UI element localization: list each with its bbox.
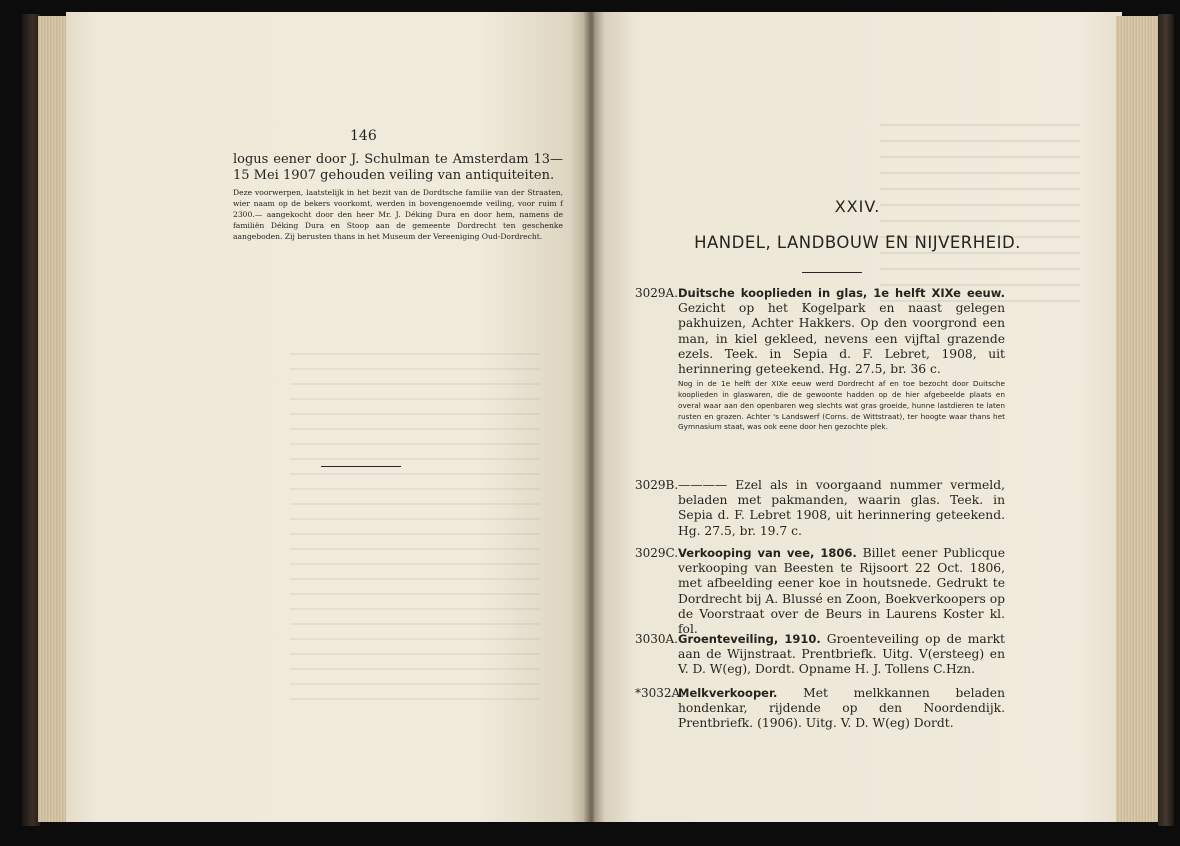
entry-number: 3029C. (635, 546, 679, 560)
entry-number: *3032A. (635, 686, 685, 700)
page-edges-right (1116, 16, 1160, 822)
entry-body (678, 478, 1005, 539)
entry-number: 3029A. (635, 286, 679, 300)
entry-body (678, 686, 1005, 732)
footnote-paragraph: Deze voorwerpen, laatstelijk in het bezit van de Dordtsche familie van der Straaten, wier naam op de bekers voorkomt, werden in bovengenoemde veiling, voor ruim f 2300.— aangekocht door den heer Mr. J. Déking Dura en door hem, namens de familiën Déking Dura en Stoop aan de gemeente Dordrecht ten geschenke aangeboden. Zij berusten thans in het Museum der Vereeniging Oud-Dordrecht. (233, 188, 563, 241)
entry-title: Duitsche kooplieden in glas, 1e helft XIXe eeuw. (678, 286, 1005, 300)
left-text-block (233, 152, 563, 242)
entry-text: Billet eener Publicque verkooping van Beesten te Rijsoort 22 Oct. 1806, met afbeelding eener koe in houtsnede. Gedrukt te Dordrecht bij A. Blussé en Zoon, Boekverkoopers op de Voorstraat over de Beurs in Laurens Koster kl. fol. (678, 546, 1005, 637)
catalog-entry (635, 286, 1005, 433)
catalog-entry (635, 632, 1005, 678)
entry-number: 3029B. (635, 478, 679, 492)
page-number: 146 (350, 128, 377, 144)
entry-note: Nog in de 1e helft der XIXe eeuw werd Dordrecht af en toe bezocht door Duitsche kooplieden in glaswaren, die de gewoonte hadden op de hier afgebeelde plaats en overal waar aan den openbaren weg slechts wat gras groeide, hunne lastdieren te laten rusten en grazen. Achter 's Landswerf (Corns. de Wittstraat), ter hoogte waar thans het Gymnasium staat, was ook eene door hen gezochte plek. (678, 379, 1005, 432)
entry-text: Groenteveiling op de markt aan de Wijnstraat. Prentbriefk. Uitg. V(ersteeg) en V. D. W(eg), Dordt. Opname H. J. Tollens C.Hzn. (678, 632, 1005, 677)
entry-title: Melkverkooper. (678, 686, 778, 700)
catalog-entry (635, 686, 1005, 732)
entry-text: Gezicht op het Kogelpark en naast gelegen pakhuizen, Achter Hakkers. Op den voorgrond een man, in kiel gekleed, nevens een vijftal grazende ezels. Teek. in Sepia d. F. Lebret, 1908, uit herinnering geteekend. Hg. 27.5, br. 36 c. (678, 301, 1005, 377)
entry-title: Verkooping van vee, 1806. (678, 546, 857, 560)
entry-text: ———— Ezel als in voorgaand nummer vermeld, beladen met pakmanden, waarin glas. Teek. in Sepia d. F. Lebret 1908, uit herinnering geteekend. Hg. 27.5, br. 19.7 c. (678, 478, 1005, 538)
chapter-number: XXIV. (834, 197, 881, 216)
section-title: HANDEL, LANDBOUW EN NIJVERHEID. (694, 233, 1021, 252)
entry-body (678, 546, 1005, 637)
entry-body (678, 286, 1005, 377)
entry-number: 3030A. (635, 632, 679, 646)
end-rule (321, 466, 401, 467)
show-through-left (290, 340, 540, 700)
catalog-entry (635, 546, 1005, 637)
entry-title: Groenteveiling, 1910. (678, 632, 821, 646)
entry-text: Met melkkannen beladen hondenkar, rijdende op den Noordendijk. Prentbriefk. (1906). Uitg. V. D. W(eg) Dordt. (678, 686, 1005, 731)
intro-paragraph: logus eener door J. Schulman te Amsterdam 13—15 Mei 1907 gehouden veiling van antiquiteiten. (233, 152, 563, 183)
book-cover-right (1158, 14, 1174, 826)
catalog-entry (635, 478, 1005, 539)
entry-body (678, 632, 1005, 678)
title-rule (802, 272, 862, 273)
